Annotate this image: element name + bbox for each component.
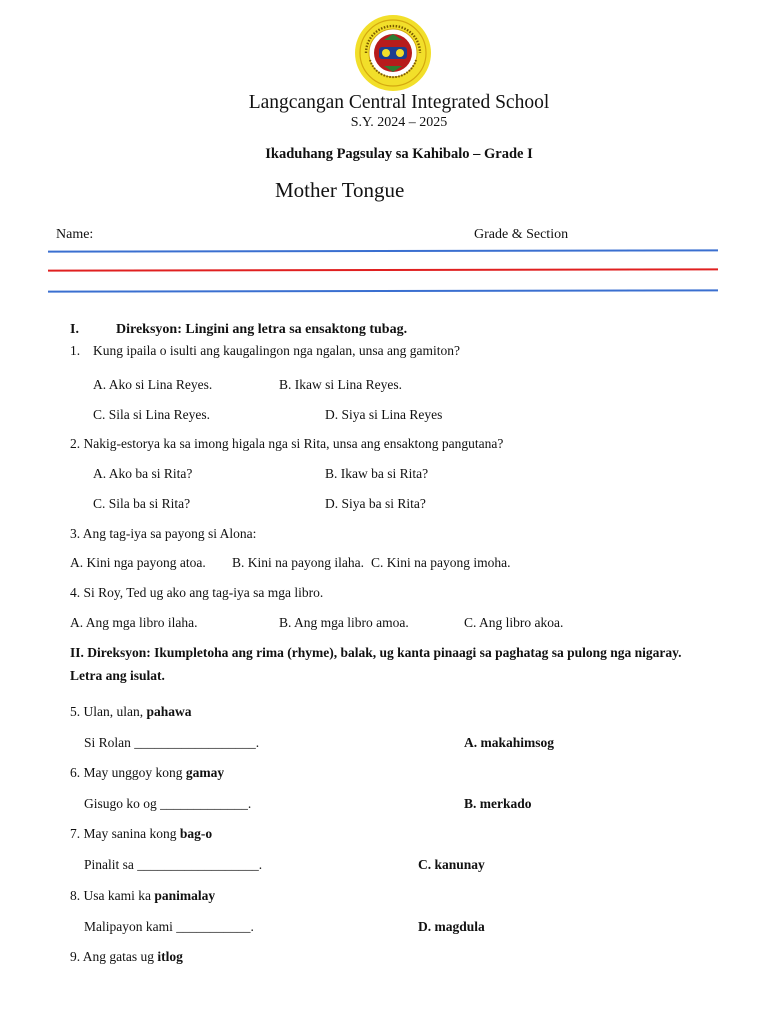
exam-title: Ikaduhang Pagsulay sa Kahibalo – Grade I (265, 146, 533, 162)
q2-choice-d[interactable]: D. Siya ba si Rita? (325, 496, 426, 511)
part2-direction-line1: II. Direksyon: Ikumpletoha ang rima (rhyme), balak, ug kanta pinaagi sa paghatag sa pulong nga nigaray. (70, 645, 682, 660)
q1-choice-b[interactable]: B. Ikaw si Lina Reyes. (279, 377, 402, 392)
blue-rule-bottom (48, 289, 718, 292)
q5-fill-blank[interactable]: Si Rolan __________________. (84, 735, 260, 750)
q4-text: 4. Si Roy, Ted ug ako ang tag-iya sa mga libro. (70, 585, 324, 600)
q3-choice-b[interactable]: B. Kini na payong ilaha. (232, 555, 364, 570)
q3-choice-a[interactable]: A. Kini nga payong atoa. (70, 555, 206, 570)
q1-choice-a[interactable]: A. Ako si Lina Reyes. (93, 377, 213, 392)
choice-a: A. makahimsog (464, 735, 555, 750)
q3-text: 3. Ang tag-iya sa payong si Alona: (70, 526, 257, 541)
q1-text: Kung ipaila o isulti ang kaugalingon nga ngalan, unsa ang gamiton? (93, 343, 461, 358)
q6-fill-blank[interactable]: Gisugo ko og _____________. (84, 796, 252, 811)
choice-b: B. merkado (464, 796, 532, 811)
q1-number: 1. (70, 343, 81, 358)
q2-choice-b[interactable]: B. Ikaw ba si Rita? (325, 466, 429, 481)
choice-d: D. magdula (418, 919, 485, 934)
red-rule (48, 268, 718, 271)
q1-choice-d[interactable]: D. Siya si Lina Reyes (325, 407, 443, 422)
part2-direction-line2: Letra ang isulat. (70, 668, 165, 683)
grade-section-label: Grade & Section (474, 227, 569, 242)
choice-c: C. kanunay (418, 857, 485, 872)
part1-roman: I. (70, 322, 79, 337)
q8-fill-blank[interactable]: Malipayon kami ___________. (84, 919, 254, 934)
name-label: Name: (56, 227, 94, 242)
q3-choice-c[interactable]: C. Kini na payong imoha. (371, 555, 511, 570)
q5-prompt: 5. Ulan, ulan, pahawa (70, 704, 192, 719)
q2-choice-c[interactable]: C. Sila ba si Rita? (93, 496, 191, 511)
q4-choice-c[interactable]: C. Ang libro akoa. (464, 615, 564, 630)
q7-prompt: 7. May sanina kong bag-o (70, 826, 213, 841)
q6-prompt: 6. May unggoy kong gamay (70, 765, 225, 780)
school-year: S.Y. 2024 – 2025 (350, 115, 448, 130)
q2-choice-a[interactable]: A. Ako ba si Rita? (93, 466, 193, 481)
part1-direction: Direksyon: Lingini ang letra sa ensaktong tubag. (116, 322, 408, 337)
q9-prompt: 9. Ang gatas ug itlog (70, 949, 183, 964)
q4-choice-b[interactable]: B. Ang mga libro amoa. (279, 615, 409, 630)
q2-text: 2. Nakig-estorya ka sa imong higala nga si Rita, unsa ang ensaktong pangutana? (70, 436, 504, 451)
subject-title: Mother Tongue (275, 178, 405, 202)
q7-fill-blank[interactable]: Pinalit sa __________________. (84, 857, 263, 872)
school-name: Langcangan Central Integrated School (248, 92, 550, 113)
q4-choice-a[interactable]: A. Ang mga libro ilaha. (70, 615, 198, 630)
blue-rule-top (48, 249, 718, 252)
q1-choice-c[interactable]: C. Sila si Lina Reyes. (93, 407, 210, 422)
school-seal-logo (354, 14, 432, 92)
q8-prompt: 8. Usa kami ka panimalay (70, 888, 216, 903)
